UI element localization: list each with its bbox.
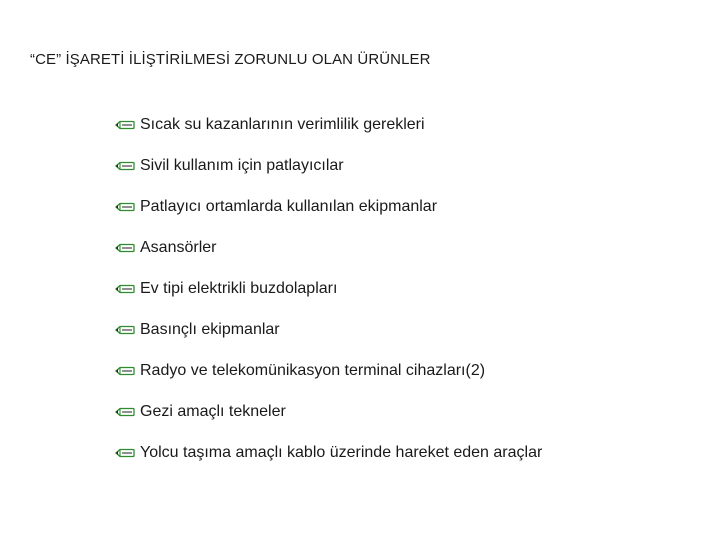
list-item — [114, 309, 542, 350]
list-item-label: Basınçlı ekipmanlar — [140, 320, 280, 338]
pencil-icon — [114, 117, 136, 133]
pencil-icon — [114, 445, 136, 461]
pencil-icon — [114, 322, 136, 338]
list-item-label: Yolcu taşıma amaçlı kablo üzerinde hareket eden araçlar — [140, 443, 543, 461]
list-item — [114, 145, 542, 186]
list-item-label: Gezi amaçlı tekneler — [140, 402, 286, 420]
list-item — [114, 186, 542, 227]
list-item — [114, 104, 542, 145]
list-item — [114, 391, 542, 432]
pencil-icon — [114, 363, 136, 379]
pencil-icon — [114, 158, 136, 174]
pencil-icon — [114, 281, 136, 297]
list-item — [114, 227, 542, 268]
product-list — [114, 104, 542, 473]
pencil-icon — [114, 240, 136, 256]
page-title: “CE” İŞARETİ İLİŞTİRİLMESİ ZORUNLU OLAN ÜRÜNLER — [30, 51, 431, 68]
pencil-icon — [114, 404, 136, 420]
pencil-icon — [114, 199, 136, 215]
list-item-label: Asansörler — [140, 238, 217, 256]
list-item-label: Patlayıcı ortamlarda kullanılan ekipmanlar — [140, 197, 438, 215]
list-item-label: Ev tipi elektrikli buzdolapları — [140, 279, 338, 297]
list-item-label: Sivil kullanım için patlayıcılar — [140, 156, 344, 174]
list-item-label: Sıcak su kazanlarının verimlilik gerekleri — [140, 115, 425, 133]
list-item — [114, 268, 542, 309]
list-item — [114, 432, 542, 473]
list-item-label: Radyo ve telekomünikasyon terminal cihazları(2) — [140, 361, 486, 379]
list-item — [114, 350, 542, 391]
